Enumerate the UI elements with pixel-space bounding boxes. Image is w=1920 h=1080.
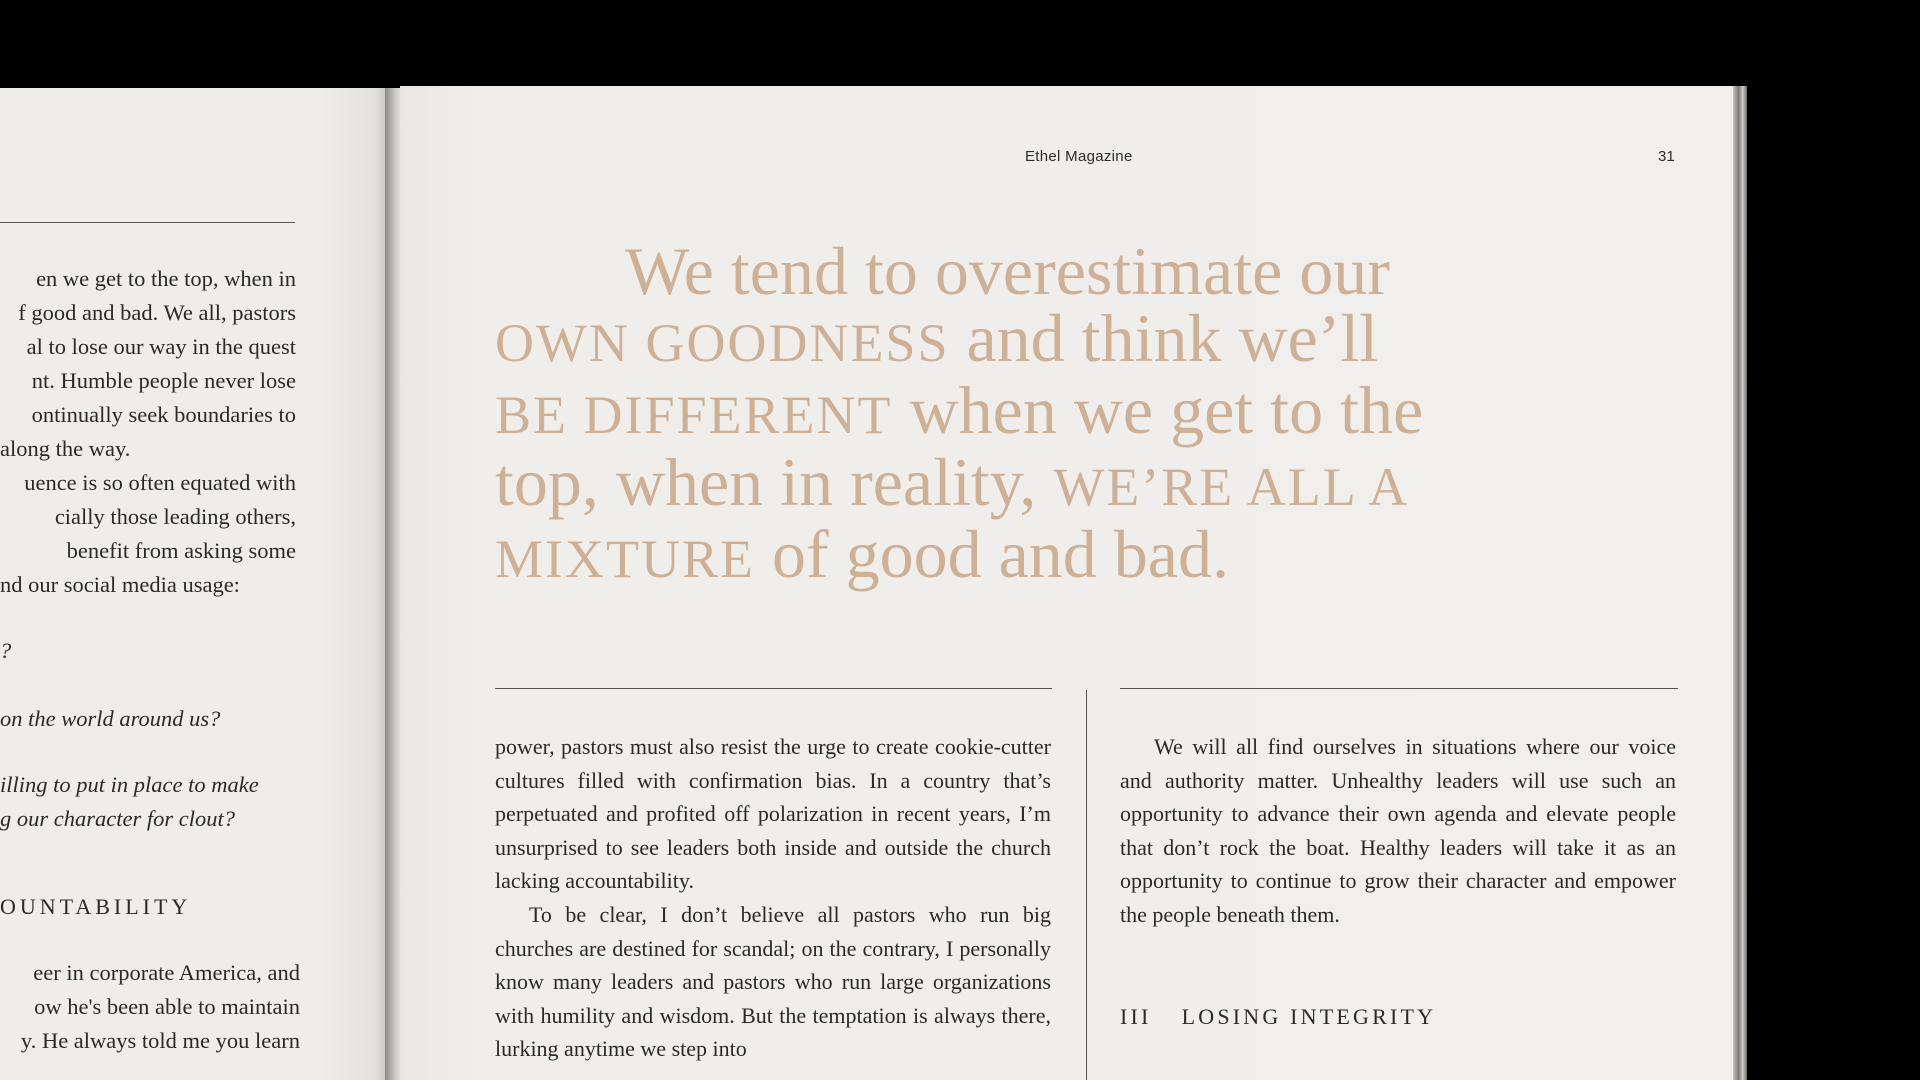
left-line-question: illing to put in place to make	[0, 772, 259, 797]
body-paragraph: We will all find ourselves in situations where our voice and authority matter. Unhealthy leaders will use such an opportunity to advance their own agenda and elevate people that don’t rock the boat. Healthy leaders will take it as an opportunity to continue to grow their character and empower the people beneath them.	[1120, 734, 1676, 927]
left-line: benefit from asking some	[66, 538, 296, 563]
left-page	[0, 88, 395, 1080]
page-edge	[1733, 86, 1747, 1080]
left-section-heading: OUNTABILITY	[0, 894, 192, 919]
page-number: 31	[1658, 148, 1675, 165]
pull-quote-text: of good and bad.	[754, 516, 1229, 592]
left-line: eer in corporate America, and	[33, 960, 300, 985]
pull-quote-line	[495, 516, 1535, 593]
pull-quote-caps: OWN GOODNESS	[495, 313, 950, 373]
column-rule-right	[1120, 688, 1678, 689]
pull-quote	[495, 233, 1535, 593]
column-rule-left	[495, 688, 1052, 689]
left-line: al to lose our way in the quest	[26, 334, 296, 359]
left-line: ow he's been able to maintain	[34, 994, 300, 1019]
section-number: III	[1120, 1004, 1152, 1029]
pull-quote-line	[495, 233, 1535, 309]
pull-quote-caps: MIXTURE	[495, 529, 755, 589]
pull-quote-line	[495, 372, 1535, 449]
body-column-left	[495, 730, 1051, 1066]
body-paragraph: To be clear, I don’t believe all pastors who run big churches are destined for scandal; on the contrary, I personally know many leaders and pastors who run large organizations with humility and wisdom. But the temptation is always there, lurking anytime we step into	[495, 901, 1051, 1062]
pull-quote-text: top, when in reality,	[495, 444, 1054, 520]
pull-quote-caps: BE DIFFERENT	[495, 385, 893, 445]
left-line: f good and bad. We all, pastors	[18, 300, 296, 325]
pull-quote-line	[495, 300, 1535, 377]
pull-quote-text: and think we’ll	[949, 300, 1379, 376]
left-line: along the way.	[0, 436, 131, 461]
left-line: en we get to the top, when in	[36, 266, 296, 291]
left-line-question: ?	[0, 638, 12, 663]
pull-quote-line	[495, 444, 1535, 521]
left-line: uence is so often equated with	[24, 470, 296, 495]
pull-quote-text: We tend to overestimate our	[625, 233, 1390, 309]
section-heading	[1120, 1004, 1436, 1030]
left-line: nt. Humble people never lose	[31, 368, 296, 393]
left-line-question: on the world around us?	[0, 706, 221, 731]
column-divider	[1086, 690, 1087, 1080]
right-page	[400, 86, 1738, 1080]
pull-quote-text: when we get to the	[892, 372, 1424, 448]
left-line: ontinually seek boundaries to	[31, 402, 296, 427]
left-line: nd our social media usage:	[0, 572, 240, 597]
left-line: y. He always told me you learn	[20, 1028, 300, 1053]
body-column-right	[1120, 730, 1676, 932]
left-line-question: g our character for clout?	[0, 806, 235, 831]
pull-quote-caps: WE’RE ALL A	[1053, 457, 1410, 517]
left-line: cially those leading others,	[54, 504, 296, 529]
body-paragraph: power, pastors must also resist the urge to create cookie-cutter cultures filled with confirmation bias. In a country that’s perpetuated and profited off polarization in recent years, I’m unsurprised to see leaders both inside and outside the church lacking accountability.	[495, 734, 1051, 894]
left-page-rule	[0, 222, 295, 223]
running-head: Ethel Magazine	[1025, 148, 1133, 165]
section-title: LOSING INTEGRITY	[1181, 1004, 1437, 1029]
